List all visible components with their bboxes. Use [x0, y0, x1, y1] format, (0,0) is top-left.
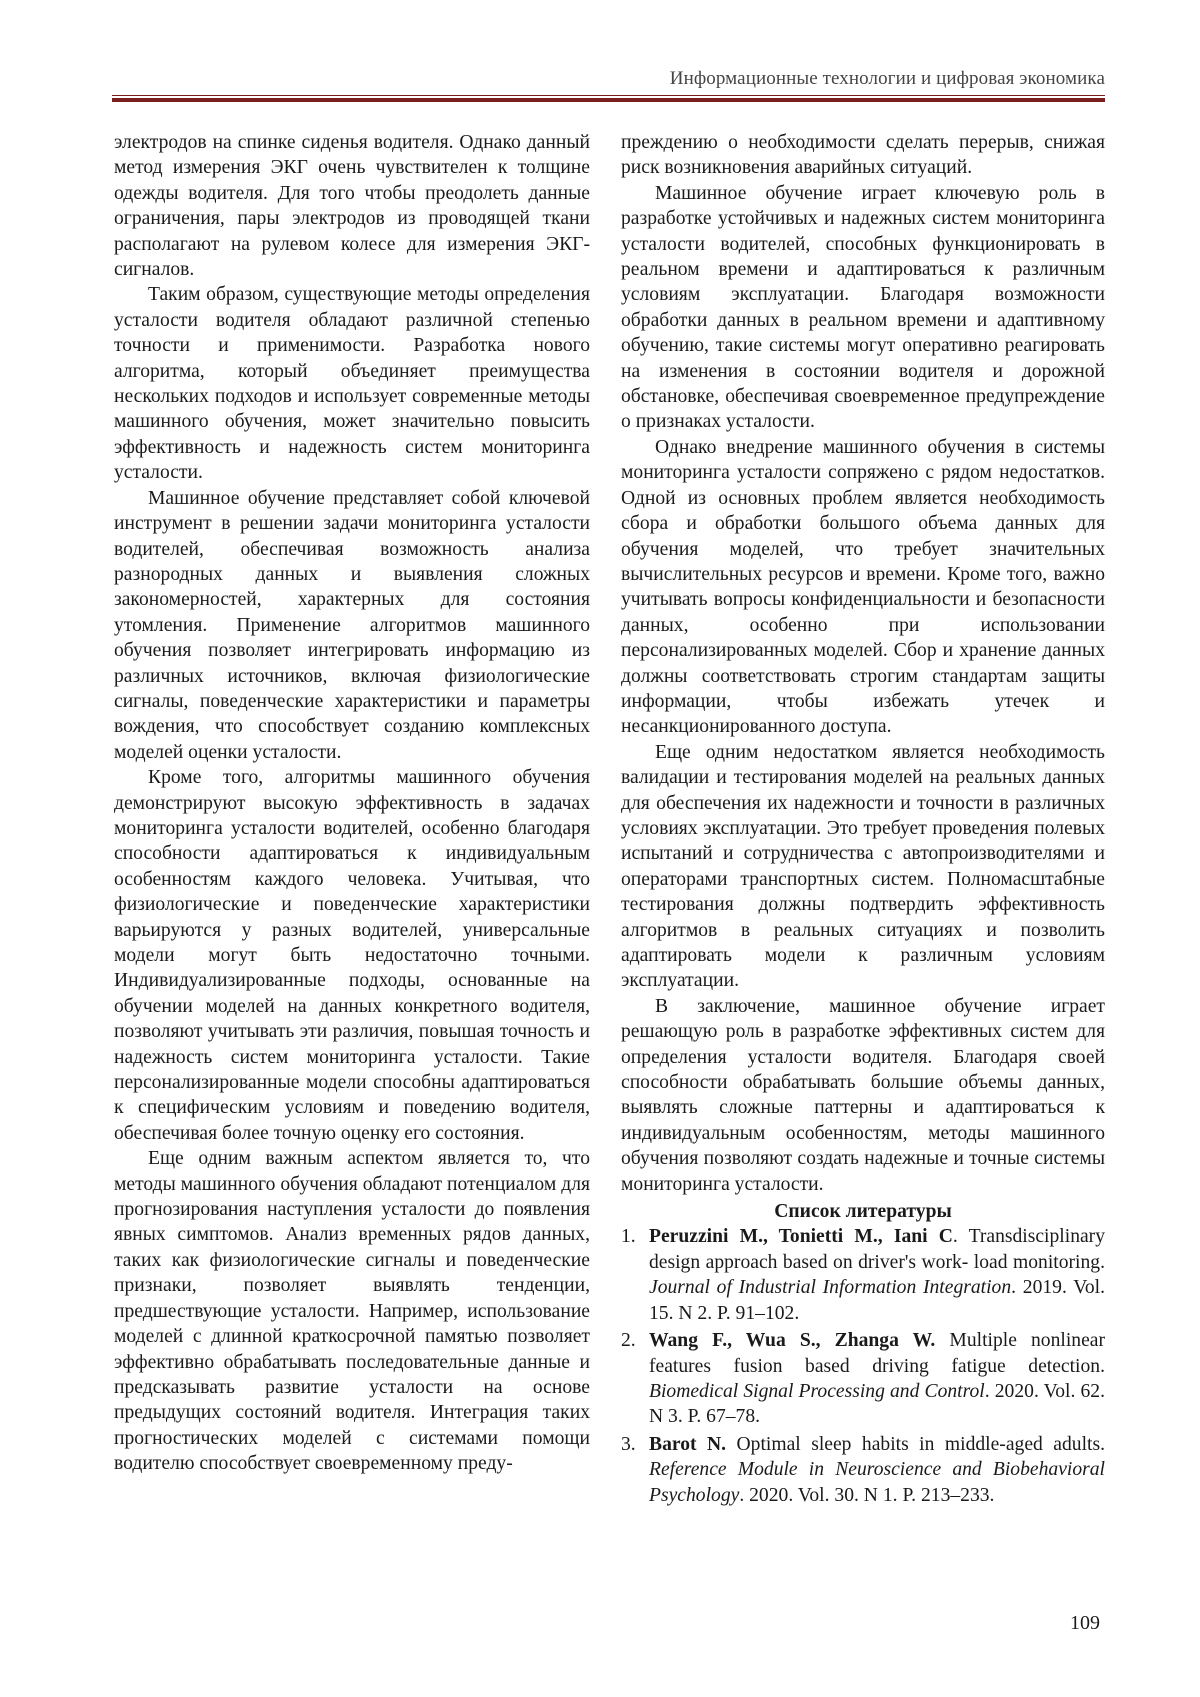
reference-authors: Peruzzini M., Tonietti M., Iani C: [649, 1226, 953, 1248]
header-rule-thick: [112, 98, 1105, 102]
reference-title: Optimal sleep habits in middle-aged adults.: [726, 1433, 1105, 1455]
references-heading: Список литературы: [774, 1201, 952, 1223]
reference-number: 3.: [621, 1433, 636, 1455]
reference-journal: Reference Module in Neuroscience and Biobehavioral Psychology: [649, 1459, 1105, 1506]
header-rule-thin: [112, 95, 1105, 96]
reference-item: [621, 1224, 1105, 1326]
paragraph: Машинное обучение представляет собой ключевой инструмент в решении задачи мониторинга усталости водителей, обеспечивая возможность анализа разнородных данных и выявления сложных закономерностей, характерных для состояния утомления. Применение алгоритмов машинного обучения позволяет интегрировать информацию из различных источников, включая физиологические сигналы, поведенческие характеристики и параметры вождения, что способствует созданию комплексных моделей оценки усталости.: [114, 487, 590, 763]
reference-details: . 2019. Vol. 15. N 2. P. 91–102.: [649, 1277, 1105, 1324]
reference-title: Multiple nonlinear features fusion based driving fatigue detection.: [649, 1330, 1106, 1377]
paragraph: В заключение, машинное обучение играет решающую роль в разработке эффективных систем для определения усталости водителя. Благодаря своей способности обрабатывать большие объемы данных, выявлять сложные паттерны и адаптироваться к индивидуальным особенностям, методы машинного обучения позволяют создать надежные и точные системы мониторинга усталости.: [621, 995, 1105, 1195]
paragraph: электродов на спинке сиденья водителя. Однако данный метод измерения ЭКГ очень чувствителен к толщине одежды водителя. Для того чтобы преодолеть данные ограничения, пары электродов из проводящей ткани располагают на рулевом колесе для измерения ЭКГ-сигналов.: [114, 132, 590, 281]
reference-journal: Journal of Industrial Information Integration: [649, 1277, 1012, 1299]
paragraph: Кроме того, алгоритмы машинного обучения демонстрируют высокую эффективность в задачах мониторинга усталости водителей, особенно благодаря способности адаптироваться к индивидуальным особенностям каждого человека. Учитывая, что физиологические и поведенческие характеристики варьируются у разных водителей, универсальные модели могут быть недостаточно точными. Индивидуализированные подходы, основанные на обучении моделей на данных конкретного водителя, позволяют учитывать эти различия, повышая точность и надежность систем мониторинга усталости. Такие персонализированные модели способны адаптироваться к специфическим условиям и поведению водителя, обеспечивая более точную оценку его состояния.: [114, 767, 590, 1144]
right-column: [621, 130, 1105, 1510]
reference-item: [621, 1432, 1105, 1508]
paragraph: преждению о необходимости сделать перерыв, снижая риск возникновения аварийных ситуаций.: [621, 132, 1105, 179]
paragraph: Машинное обучение играет ключевую роль в разработке устойчивых и надежных систем мониторинга усталости водителей, способных функционировать в реальном времени и адаптироваться к различным условиям эксплуатации. Благодаря возможности обработки данных в реальном времени и адаптивному обучению, такие системы могут оперативно реагировать на изменения в состоянии водителя и дорожной обстановке, обеспечивая своевременное предупреждение о признаках усталости.: [621, 182, 1105, 433]
paragraph: Еще одним важным аспектом является то, что методы машинного обучения обладают потенциалом для прогнозирования наступления усталости до появления явных симптомов. Анализ временных рядов данных, таких как физиологические сигналы и поведенческие признаки, позволяет выявлять тенденции, предшествующие усталости. Например, использование моделей с длинной краткосрочной памятью позволяет эффективно обрабатывать последовательные данные и предсказывать развитие усталости на основе предыдущих состояний водителя. Интеграция таких прогностических моделей с системами помощи водителю способствует своевременному преду-: [114, 1148, 590, 1475]
reference-number: 2.: [621, 1330, 636, 1352]
reference-details: . 2020. Vol. 62. N 3. P. 67–78.: [649, 1380, 1105, 1428]
reference-details: . 2020. Vol. 30. N 1. P. 213–233.: [739, 1484, 995, 1506]
reference-item: [621, 1328, 1105, 1430]
paragraph: Еще одним недостатком является необходимость валидации и тестирования моделей на реальных данных для обеспечения их надежности и точности в различных условиях эксплуатации. Это требует проведения полевых испытаний и сотрудничества с автопроизводителями и операторами транспортных систем. Полномасштабные тестирования должны подтвердить эффективность алгоритмов в реальных ситуациях и позволить адаптировать модели к различным условиям эксплуатации.: [621, 741, 1105, 992]
page-number: 109: [1070, 1612, 1100, 1634]
reference-authors: Wang F., Wua S., Zhanga W.: [649, 1330, 936, 1352]
running-header-title: Информационные технологии и цифровая экономика: [669, 68, 1105, 89]
reference-journal: Biomedical Signal Processing and Control: [649, 1380, 985, 1402]
reference-number: 1.: [621, 1226, 636, 1248]
paragraph: Таким образом, существующие методы определения усталости водителя обладают различной степенью точности и применимости. Разработка нового алгоритма, который объединяет преимущества нескольких подходов и использует современные методы машинного обучения, может значительно повысить эффективность и надежность систем мониторинга усталости.: [114, 284, 590, 484]
left-column: [114, 130, 590, 1477]
references-list: [621, 1224, 1105, 1507]
paragraph: Однако внедрение машинного обучения в системы мониторинга усталости сопряжено с рядом недостатков. Одной из основных проблем является необходимость сбора и обработки большого объема данных для обучения моделей, что требует значительных вычислительных ресурсов и времени. Кроме того, важно учитывать вопросы конфиденциальности и безопасности данных, особенно при использовании персонализированных моделей. Сбор и хранение данных должны соответствовать строгим стандартам защиты информации, чтобы избежать утечек и несанкционированного доступа.: [621, 436, 1105, 738]
reference-title: . Transdisciplinary design approach based on driver's work- load monitoring.: [649, 1226, 1106, 1273]
reference-authors: Barot N.: [649, 1433, 727, 1455]
